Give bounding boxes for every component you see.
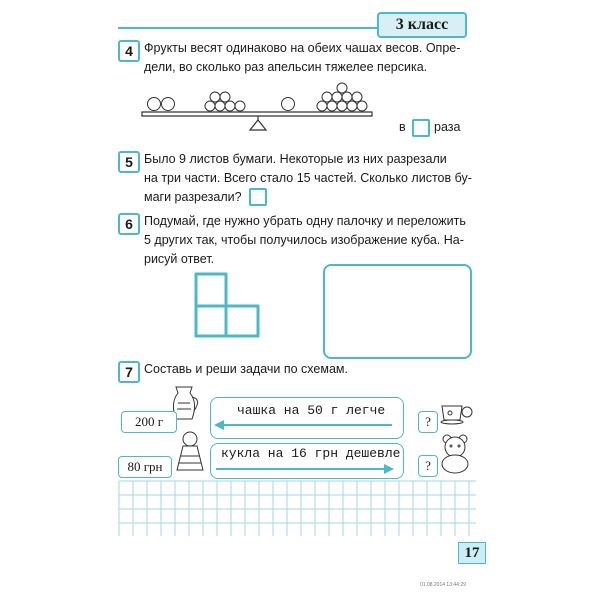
peach-icon [220,92,230,102]
peach-icon [235,101,245,111]
task-7-number: 7 [118,361,140,383]
scale-beam [142,112,372,116]
task-4-answer-suffix: раза [434,120,461,134]
task-5-text: Было 9 листов бумаги. Некоторые из них разрезали на три части. Всего стало 15 частей. Сколько листов бу- маги разрезали? [144,152,472,204]
peach-icon [342,92,352,102]
header-rule [118,27,378,29]
peach-icon [322,92,332,102]
matchstick-figure [190,268,264,342]
peach-icon [317,101,327,111]
peach-icon [352,92,362,102]
task-4-text: Фрукты весят одинаково на обеих чашах весов. Опре- дели, во сколько раз апельсин тяжелее персика. [144,41,461,74]
task-5-number: 5 [118,151,140,173]
scheme-2-unknown[interactable]: ? [418,455,438,477]
grid-workspace[interactable] [118,480,478,538]
peach-icon [337,83,347,93]
scheme-1-arrow [214,419,394,431]
orange-icon [282,98,295,111]
task-4-answer-prefix: в [399,120,406,134]
task-7-text: Составь и реши задачи по схемам. [144,362,348,376]
cup-icon [440,400,474,426]
peach-icon [337,101,347,111]
task-6-answer-area[interactable] [323,264,472,359]
scheme-2-given: 80 грн [118,456,172,478]
peach-icon [210,92,220,102]
peach-icon [225,101,235,111]
scheme-2-arrow [216,463,394,475]
grade-label: 3 класс [377,12,467,38]
scale-stand [250,120,266,130]
doll-icon [173,430,207,474]
task-6-text: Подумай, где нужно убрать одну палочку и переложить 5 других так, чтобы получилось изображение куба. На- рисуй ответ. [144,214,466,266]
scheme-2-text: кукла на 16 грн дешевле [221,446,401,461]
peach-icon [347,101,357,111]
teddy-bear-icon [437,434,473,474]
peach-icon [332,92,342,102]
scheme-1-unknown[interactable]: ? [418,411,438,433]
peach-icon [215,101,225,111]
scheme-1-text: чашка на 50 г легче [237,403,386,418]
task-6-number: 6 [118,213,140,235]
page-number: 17 [458,542,486,564]
task-5-answer-box[interactable] [249,188,267,206]
task-4-answer-box[interactable] [412,119,430,137]
scheme-1-given: 200 г [121,411,177,433]
peach-icon [327,101,337,111]
peach-icon [357,101,367,111]
peach-icon [205,101,215,111]
orange-icon [162,98,175,111]
orange-icon [148,98,161,111]
footer-timestamp: 01.08.2014 13:44:29 [420,582,466,588]
scales-illustration [140,82,380,142]
task-4-number: 4 [118,40,140,62]
